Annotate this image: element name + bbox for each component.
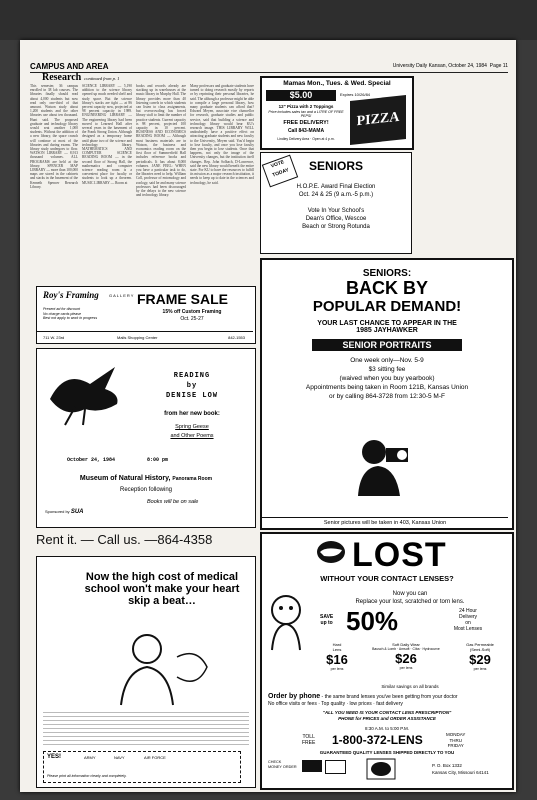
reading-room: Panorama Room bbox=[172, 476, 213, 482]
pizza-item-note: Price includes sales tax and a LITRE OF FREE PEPSI bbox=[268, 110, 344, 118]
price-soft: Soft Daily Wear Bausch & Lomb · Amsoft · Ciba · Hydrocurve $26 per lens bbox=[372, 642, 440, 670]
senior-portraits-ad bbox=[260, 258, 514, 530]
payment-1: CHECK bbox=[268, 760, 282, 764]
reading-reception: Reception following bbox=[119, 487, 173, 493]
article-title: Research continued from p. 1 bbox=[42, 72, 120, 83]
seniors-vote-ad bbox=[260, 152, 412, 254]
reading-ad bbox=[36, 348, 256, 528]
us-map-small-icon bbox=[366, 758, 396, 780]
savings-percent: 50% bbox=[346, 606, 399, 636]
face-illustration-icon bbox=[266, 592, 306, 652]
portraits-line-1: BACK BY bbox=[345, 278, 428, 298]
delivery-2: Delivery bbox=[458, 614, 478, 620]
reading-venue: Museum of Natural History, bbox=[79, 475, 171, 482]
vote-badge: VOTE TODAY bbox=[262, 155, 298, 188]
lenses-phone: 1-800-372-LENS bbox=[332, 733, 423, 747]
vote-line-2: Oct. 24 & 25 (9 a.m.-5 p.m.) bbox=[298, 192, 374, 198]
reading-book-2: and Other Poems bbox=[170, 433, 214, 439]
pizza-delivery: FREE DELIVERY! bbox=[283, 120, 329, 126]
portraits-footer: Senior pictures will be taken in 403, Kansas Union bbox=[262, 517, 508, 528]
us-map-logo-icon bbox=[316, 540, 346, 564]
frame-dates: Oct. 25-27 bbox=[180, 316, 204, 322]
vote-line-3: Vote In Your School's bbox=[307, 208, 365, 214]
portraits-weeks: One week only—Nov. 5-9 bbox=[350, 357, 424, 364]
frame-note-1: Present ad for discount bbox=[43, 307, 80, 311]
newspaper-page bbox=[20, 40, 516, 792]
pizza-address: Lindley Delivery Area · Open at 4 p.m. bbox=[277, 137, 335, 141]
portraits-line-3: YOUR LAST CHANCE TO APPEAR IN THE bbox=[317, 320, 457, 327]
reading-date: October 24, 1984 bbox=[67, 457, 116, 463]
reading-sponsor: Sponsored by bbox=[45, 509, 70, 514]
similar-savings: Similar savings on all brands bbox=[381, 684, 439, 689]
rent-ad: Rent it. — Call us. —864-4358 bbox=[36, 532, 213, 547]
medical-school-ad bbox=[36, 556, 256, 788]
coupon-branch-airforce[interactable]: AIR FORCE bbox=[144, 755, 166, 760]
frame-brand-sub: GALLERY bbox=[109, 293, 135, 298]
geese-illustration-icon bbox=[45, 359, 125, 429]
frame-phone: 842-1553 bbox=[228, 335, 245, 340]
vote-line-5: Beach or Strong Rotunda bbox=[302, 224, 370, 230]
reading-books-sale: Books will be on sale bbox=[147, 499, 199, 505]
price-table bbox=[312, 642, 508, 682]
reading-time: 8:00 pm bbox=[147, 457, 169, 463]
days-3: FRIDAY bbox=[447, 743, 464, 748]
pizza-price: $5.00 bbox=[266, 90, 336, 101]
prescription-line: "ALL YOU NEED IS YOUR CONTACT LENS PRESCRIPTION" bbox=[322, 710, 452, 715]
page-number: Page 11 bbox=[489, 63, 508, 69]
article-column-3: books and records already are stacking up in warehouses at the music library in Murphy Hall. The library provides more than 40 listening carrels in which students can listen to class assignments, but overcrowding has forced library staff to limit the number of practice students. Current capacity is 98 percent, projected 100 capacity in 10 percent. BUSINESS AND ECONOMICS READING ROOM — Although most business materials are in Watson, the business and economics reading room on the first floor of Summerfield Hall includes reference books and periodicals. It has about 8,000 volumes. JANE FEEL: WHEN you have a particular task to do, the libraries need to help. William Coll, professor of entomology and zoology, said he and many science professors had been discouraged by the delays to the new science and technology library. bbox=[136, 84, 186, 198]
continued-note: continued from p. 1 bbox=[84, 76, 120, 81]
portraits-waived: (waived when you buy yearbook) bbox=[339, 375, 435, 382]
lost-logo: LOST bbox=[352, 536, 447, 574]
seniors-heading: SENIORS bbox=[309, 159, 364, 173]
frame-headline: FRAME SALE bbox=[137, 291, 228, 307]
save-label-2: up to bbox=[320, 620, 333, 626]
photographer-illustration-icon bbox=[350, 430, 420, 500]
article-column-4: Many professors and graduate students have turned to doing research mostly by reports or by reprinting their personal libraries, he said. The although a professor might be able to compile a large personal library, how many graduate students can afford that? Edward Meyen, associate vice chancellor for research, graduate studies and public service, said that building a science and technology library would bear KU's research image. THIS LIBRARY WILL undoubtedly have a positive effect on attracting graduate students and new faculty to the University, Meyen said. You'd begin to lose faculty, and once you lose faculty then you begin to lose students. Once that happens, not only the image of the University changes, but the institution itself changes. Rep. John Solbach, D-Lawrence, said the new library would benefit the entire state. For KU to have the resources to fulfill its mission as a major research institution, it needs to keep up to date in the sciences and technology, he said. bbox=[190, 84, 254, 185]
reading-title-2: by bbox=[186, 382, 198, 390]
coupon bbox=[43, 751, 241, 783]
coupon-yes: YES! bbox=[47, 754, 62, 760]
article-column-1: This semester, 36 campus enrolled in 38 lab courses. The libraries finally should read about 4,000 students but now read only one-third of that amount. Watson study about 1,200 students and the other libraries use about ten thousand. Hunt said. The proposed graduate and technology library would seat another 1,000 students. Without the addition of a new library, the space crunch will continue at most of the libraries and during exams. The library study undergoes to flow. WATSON LIBRARY — 8,913 thousand volumes. ALL PROGRAMS are held at the library. SPENCER MAP LIBRARY — more than 100,000 maps are stored in the cabinets and stacks in the basement of the Kenneth Spencer Research Library. bbox=[30, 84, 78, 189]
order-line-3: No office visits or fees · Top quality · low prices · fast delivery bbox=[268, 700, 403, 707]
phone-hours: 8:30 A.M. to 5:00 P.M. bbox=[365, 726, 409, 731]
save-label-1: SAVE bbox=[320, 614, 334, 620]
guarantee: GUARANTEED QUALITY LENSES SHIPPED DIRECTLY TO YOU bbox=[319, 750, 455, 755]
portraits-heading: SENIORS: bbox=[362, 268, 412, 279]
coupon-label: Please print all information clearly and completely. bbox=[47, 774, 127, 778]
reading-book-1: Spring Geese bbox=[175, 424, 209, 430]
pizza-phone: Call 843-MAMA bbox=[287, 128, 325, 134]
pizza-ad bbox=[260, 76, 414, 150]
frame-center: Malls Shopping Center bbox=[117, 335, 158, 340]
days-1: MONDAY bbox=[446, 732, 466, 737]
frame-note-2: No charge cards please bbox=[43, 311, 81, 316]
visa-card-icon bbox=[302, 760, 322, 772]
military-headline: Now the high cost of medical school won't make your heart skip a beat… bbox=[84, 571, 240, 607]
sua-logo: SUA bbox=[70, 509, 84, 515]
order-by-phone: Order by phone bbox=[268, 693, 321, 700]
lenses-now-1: Now you can bbox=[392, 591, 428, 597]
portraits-line-4: 1985 JAYHAWKER bbox=[356, 327, 418, 334]
reading-title-1: READING bbox=[173, 372, 211, 380]
frame-offer: 15% off Custom Framing bbox=[162, 309, 222, 315]
lenses-now-2: Replace your lost, scratched or torn lens. bbox=[355, 599, 465, 605]
portraits-appt-2: or by calling 864-3728 from 12:30-5 M-F bbox=[329, 393, 445, 400]
price-gas-permeable: Gas Permeable (Semi-Soft) $29 per lens bbox=[466, 642, 494, 671]
doctor-illustration-icon bbox=[107, 627, 217, 707]
prescription-line-2: PHONE for PRICES and ORDER ASSISTANCE bbox=[338, 716, 436, 721]
toll-free-1: TOLL bbox=[302, 734, 315, 740]
pizza-headline: Mamas Mon., Tues. & Wed. Special bbox=[283, 80, 391, 87]
price-hard: Hard Lens $16 per lens bbox=[326, 642, 348, 671]
pizza-item: 12" Pizza with 2 Toppings bbox=[278, 104, 334, 109]
lenses-address-1: P. O. Box 1332 bbox=[432, 763, 462, 768]
section-title: CAMPUS AND AREA bbox=[30, 62, 109, 71]
vote-line-4: Dean's Office, Wescoe bbox=[305, 216, 367, 222]
scanner-top-strip bbox=[0, 0, 537, 40]
pizza-price-note: Expires 10/26/84 bbox=[340, 92, 371, 97]
card-logos bbox=[302, 760, 346, 776]
reading-subtitle: from her new book: bbox=[164, 411, 220, 417]
reading-author: DENISE LOW bbox=[165, 392, 218, 400]
portraits-line-2: POPULAR DEMAND! bbox=[312, 298, 462, 315]
toll-free-2: FREE bbox=[302, 740, 316, 746]
order-line-2: - the same brand lenses you've been getting from your doctor bbox=[321, 694, 458, 700]
frame-address: 711 W. 23rd bbox=[43, 335, 65, 340]
delivery-1: 24 Hour bbox=[459, 608, 477, 614]
vote-line-1: H.O.P.E. Award Final Election bbox=[296, 184, 376, 190]
article-column-2: SCIENCE LIBRARY — 5,190 addition to the science library opened up much needed shelf and study space. But the science library's stacks are tight — at 86 percent capacity now, projected at 98 percent capacity in 1989. ENGINEERING LIBRARY — The engineering library had been moved to Learned Hall after several years in the basement of the Frank Strong Union. Although designed as a temporary home until phase two of the science and technology library. MATHEMATICS AND COMPUTER SCIENCE READING ROOM — in the second floor of Strong Hall, the mathematics and computer science reading room is a convenient place for faculty or students to look up a theorem. MUSIC LIBRARY — Room at bbox=[82, 84, 132, 185]
portraits-banner: SENIOR PORTRAITS bbox=[312, 339, 462, 351]
payment-2: MONEY ORDER bbox=[268, 764, 297, 769]
frame-note-3: Best not apply to work in progress bbox=[43, 316, 98, 321]
portraits-fee: $3 sitting fee bbox=[368, 366, 406, 373]
portraits-appt-1: Appointments being taken in Room 121B, Kansas Union bbox=[305, 384, 469, 391]
frame-sale-ad bbox=[36, 286, 256, 344]
frame-brand: Roy's Framing bbox=[43, 290, 99, 300]
military-body-text bbox=[43, 709, 249, 747]
coupon-branch-army[interactable]: ARMY bbox=[84, 755, 96, 760]
coupon-branch-navy[interactable]: NAVY bbox=[114, 755, 125, 760]
lost-subheading: WITHOUT YOUR CONTACT LENSES? bbox=[320, 574, 454, 583]
delivery-3: on bbox=[465, 620, 471, 626]
mastercard-icon bbox=[325, 760, 347, 774]
delivery-4: Most Lenses bbox=[453, 626, 483, 632]
pizza-logo: PIZZA bbox=[350, 95, 406, 145]
lenses-address-2: Kansas City, Missouri 64141 bbox=[432, 770, 489, 775]
dateline: University Daily Kansan, October 24, 1984 bbox=[392, 63, 487, 69]
contact-lenses-ad bbox=[260, 532, 514, 790]
days-2: THRU bbox=[449, 737, 462, 743]
